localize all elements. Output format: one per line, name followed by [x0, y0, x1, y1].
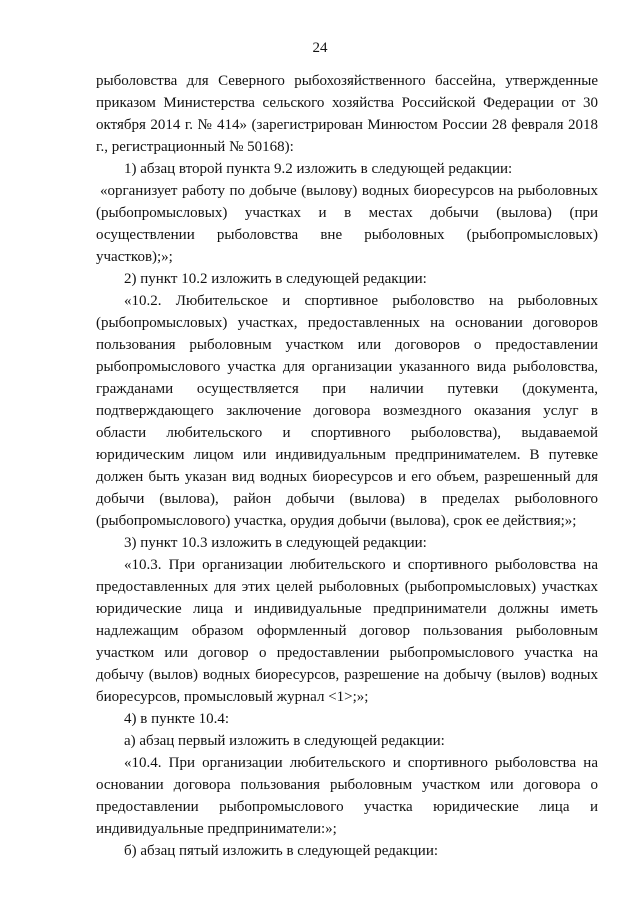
paragraph-item-4b: б) абзац пятый изложить в следующей редакции: [124, 843, 439, 859]
paragraph-item-1: 1) абзац второй пункта 9.2 изложить в следующей редакции: [124, 161, 513, 177]
paragraph-item-4: 4) в пункте 10.4: [124, 711, 230, 727]
paragraph-quote-9-2: «организует работу по добыче (вылову) водных биоресурсов на рыболовных (рыбопромысловых) участках и в местах добычи (вылова) (при осуществлении рыболовства вне рыболовных (рыбопромысловых) участков);»; [96, 183, 598, 265]
paragraph-intro: рыболовства для Северного рыбохозяйственного бассейна, утвержденные приказом Министерства сельского хозяйства Российской Федерации от 30 октября 2014 г. № 414» (зарегистрирован Минюстом России 28 февраля 2018 г., регистрационный № 50168): [96, 73, 598, 155]
paragraph-item-4a: а) абзац первый изложить в следующей редакции: [124, 733, 445, 749]
paragraph-quote-10-3: «10.3. При организации любительского и спортивного рыболовства на предоставленных для этих целей рыболовных (рыбопромысловых) участках юридические лица и индивидуальные предприниматели должны иметь надлежащим образом оформленный договор пользования рыболовным участком или договор о предоставлении рыбопромыслового участка на добычу (вылов) водных биоресурсов, разрешение на добычу (вылов) водных биоресурсов, промысловый журнал <1>;»; [96, 557, 598, 705]
paragraph-quote-10-4: «10.4. При организации любительского и спортивного рыболовства на основании договора пользования рыболовным участком или договора о предоставлении рыбопромыслового участка юридические лица и индивидуальные предприниматели:»; [96, 755, 598, 837]
paragraph-quote-10-2: «10.2. Любительское и спортивное рыболовство на рыболовных (рыбопромысловых) участках, предоставленных на основании договоров пользования рыболовным участком или договоров о предоставлении рыбопромыслового участка для организации указанного вида рыболовства, гражданами осуществляется при наличии путевки (документа, подтверждающего заключение договора возмездного оказания услуг в области любительского и спортивного рыболовства), выдаваемой юридическим лицом или индивидуальным предпринимателем. В путевке должен быть указан вид водных биоресурсов и его объем, разрешенный для добычи (вылова), район добычи (вылова) в пределах рыболовного (рыбопромыслового) участка, орудия добычи (вылова), срок ее действия;»; [96, 293, 598, 529]
paragraph-item-2: 2) пункт 10.2 изложить в следующей редакции: [124, 271, 427, 287]
paragraph-item-3: 3) пункт 10.3 изложить в следующей редакции: [124, 535, 427, 551]
document-body [96, 70, 598, 862]
page-number: 24 [312, 40, 328, 56]
